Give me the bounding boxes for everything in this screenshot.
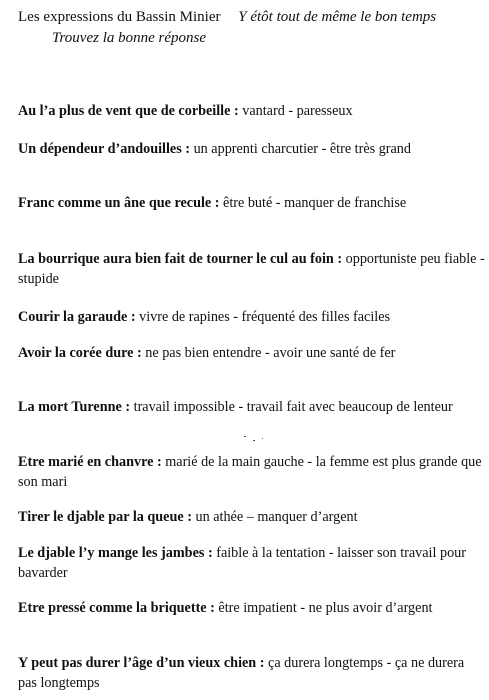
answer-choices: vivre de rapines - fréquenté des filles faciles xyxy=(139,309,391,325)
expression-item-1 xyxy=(18,101,486,121)
expression-item-12 xyxy=(18,653,486,693)
expression-item-7 xyxy=(18,397,486,417)
expression-item-8 xyxy=(18,452,486,492)
scan-speck xyxy=(262,438,263,439)
answer-choices: travail impossible - travail fait avec beaucoup de lenteur xyxy=(133,399,453,415)
answer-choices: un apprenti charcutier - être très grand xyxy=(193,141,411,157)
answer-choices: faible à la tentation - laisser son travail pour bavarder xyxy=(18,545,466,581)
expression-item-2 xyxy=(18,139,486,159)
expression-item-5 xyxy=(18,307,486,327)
expression-item-6 xyxy=(18,343,486,363)
expression-text: Etre pressé comme la briquette : xyxy=(18,600,215,616)
expression-text: Tirer le djable par la queue : xyxy=(18,509,192,525)
expression-text: Un dépendeur d’andouilles : xyxy=(18,141,191,157)
expression-text: La bourrique aura bien fait de tourner le cul au foin : xyxy=(18,251,343,267)
answer-choices: opportuniste peu fiable - stupide xyxy=(18,251,485,287)
expression-item-4 xyxy=(18,249,486,289)
scan-speck xyxy=(253,440,255,441)
answer-choices: vantard - paresseux xyxy=(242,103,353,119)
expression-text: Etre marié en chanvre : xyxy=(18,454,162,470)
expression-text: Au l’a plus de vent que de corbeille : xyxy=(18,103,239,119)
expression-item-9 xyxy=(18,507,486,527)
answer-choices: être buté - manquer de franchise xyxy=(223,195,407,211)
expression-item-10 xyxy=(18,543,486,583)
document-header xyxy=(18,9,436,26)
expression-item-11 xyxy=(18,598,486,618)
expression-text: Le djable l’y mange les jambes : xyxy=(18,545,213,561)
expression-text: Franc comme un âne que recule : xyxy=(18,195,220,211)
answer-choices: ça durera longtemps - ça ne durera pas longtemps xyxy=(18,655,465,691)
scan-speck xyxy=(244,436,246,437)
answer-choices: être impatient - ne plus avoir d’argent xyxy=(218,600,433,616)
document-subtitle: Y étôt tout de même le bon temps xyxy=(238,9,437,25)
expression-text: Avoir la corée dure : xyxy=(18,345,142,361)
expression-text: Courir la garaude : xyxy=(18,309,136,325)
answer-choices: un athée – manquer d’argent xyxy=(195,509,358,525)
instruction-text: Trouvez la bonne réponse xyxy=(52,30,207,46)
expression-item-3 xyxy=(18,193,486,213)
expression-text: La mort Turenne : xyxy=(18,399,131,415)
expression-text: Y peut pas durer l’âge d’un vieux chien : xyxy=(18,655,265,671)
answer-choices: ne pas bien entendre - avoir une santé de fer xyxy=(145,345,396,361)
document-title: Les expressions du Bassin Minier xyxy=(18,9,221,25)
answer-choices: marié de la main gauche - la femme est plus grande que son mari xyxy=(18,454,482,490)
